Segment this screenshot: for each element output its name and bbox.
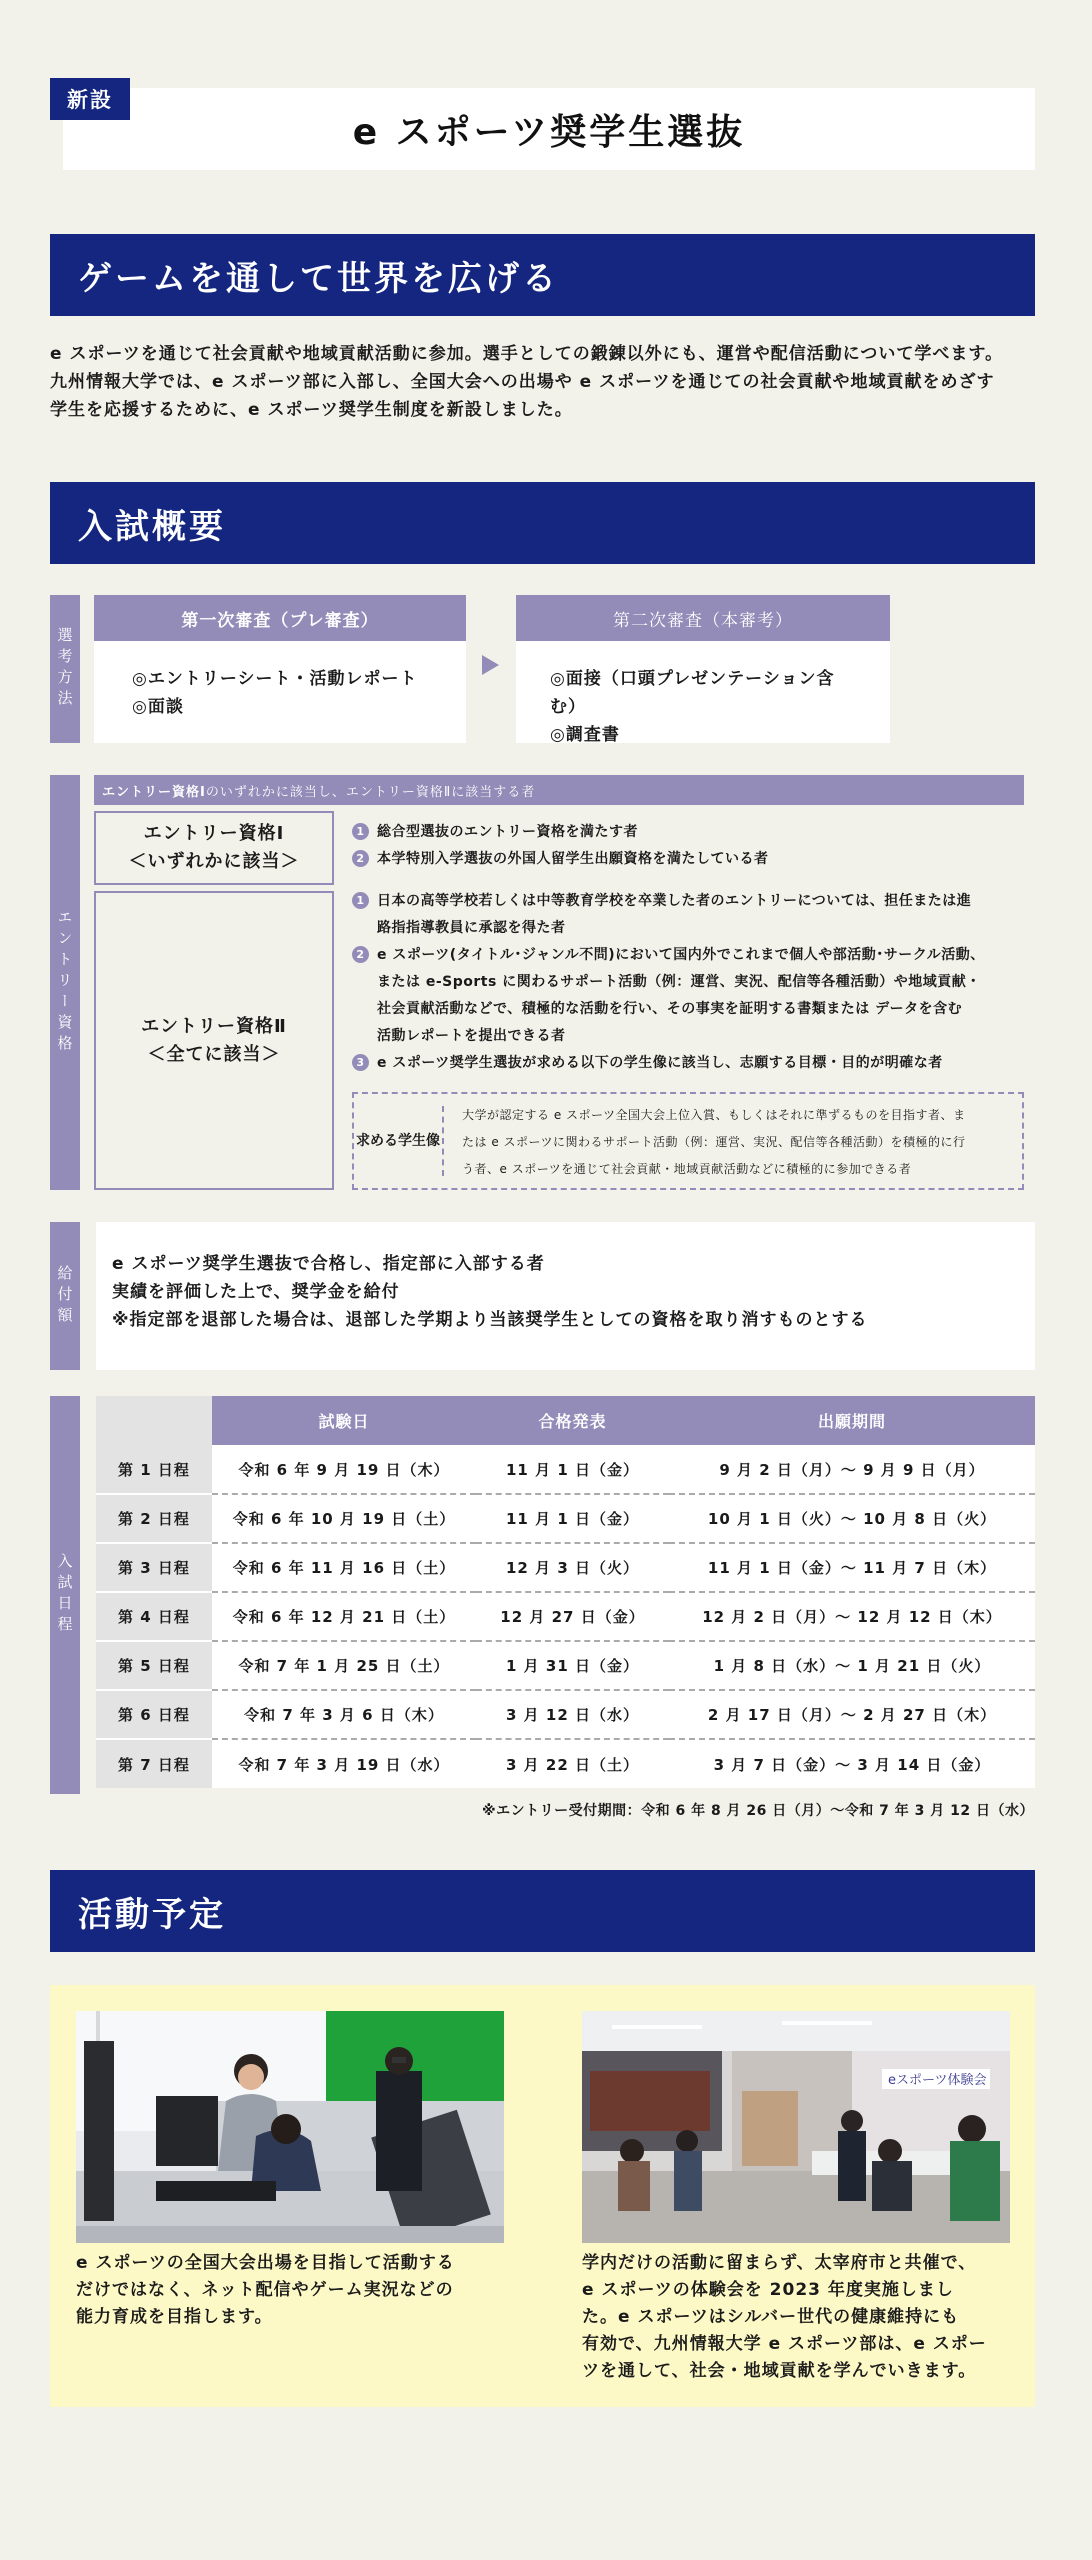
stage2-title: 第二次審査（本審考） (516, 595, 890, 641)
entry-top-note-bold: エントリー資格Ⅰ (102, 784, 206, 800)
header-blank (96, 1396, 212, 1445)
qual2-item: 2 e スポーツ(タイトル･ジャンル不問)において国内外でこれまで個人や部活動･サークル活動、 または e-Sports に関わるサポート活動（例：運営、実況、配信等各種活動）や地域貢献・ 社会貢献活動などで、積極的な活動を行い、その事実を証明する書類または データを含む 活動レポートを提出できる者 (352, 942, 1032, 1050)
number-1-icon: 1 (352, 892, 369, 909)
intro-paragraph (50, 340, 1050, 424)
qual1-item: 2 本学特別入学選抜の外国人留学生出願資格を満たしている者 (352, 846, 1032, 873)
ideal-student-text: 大学が認定する e スポーツ全国大会上位入賞、もしくはそれに準ずるものを目指す者、ま たは e スポーツに関わるサポート活動（例：運営、実況、配信等各種活動）を積極的に行 う者、e スポーツを通じて社会貢献・地域貢献活動などに積極的に参加できる者 (462, 1108, 966, 1176)
result-date: 11 月 1 日（金） (476, 1445, 669, 1494)
number-2-icon: 2 (352, 946, 369, 963)
exam-date: 令和 6 年 12 月 21 日（土） (212, 1592, 476, 1641)
stage1-title: 第一次審査（プレ審査） (94, 595, 466, 641)
schedule-table (96, 1396, 1035, 1788)
entry-top-note-rest: のいずれかに該当し、エントリー資格Ⅱに該当する者 (205, 784, 536, 800)
result-date: 3 月 12 日（水） (476, 1690, 669, 1739)
stage1-item: ◎面談 (132, 697, 184, 717)
benefit-line: e スポーツ奨学生選抜で合格し、指定部に入部する者 (112, 1254, 545, 1274)
activity-text-right: 学内だけの活動に留まらず、太宰府市と共催で、 e スポーツの体験会を 2023 年度実施しまし た。e スポーツはシルバー世代の健康維持にも 有効で、九州情報大学 e スポーツ部は、e スポー ツを通して、社会・地域貢献を学んでいきます。 (582, 2253, 987, 2381)
qual1-title: エントリー資格Ⅰ (143, 823, 285, 844)
qual2-sub: ＜全てに該当＞ (147, 1043, 281, 1065)
application-period: 1 月 8 日（水）～ 1 月 21 日（火） (669, 1641, 1035, 1690)
intro-line: 学生を応援するために、e スポーツ奨学生制度を新設しました。 (50, 400, 573, 420)
entry-label: エントリー資格 (50, 775, 80, 1190)
schedule-row (96, 1739, 1035, 1788)
stage2-body (516, 641, 890, 743)
benefit-label: 給付額 (50, 1222, 80, 1370)
exam-date: 令和 6 年 9 月 19 日（木） (212, 1445, 476, 1494)
entry-top-note (94, 775, 1024, 805)
qual1-item: 1 総合型選抜のエントリー資格を満たす者 (352, 819, 1032, 846)
qual1-list (352, 819, 1032, 873)
intro-heading: ゲームを通して世界を広げる (50, 234, 1035, 316)
header-result-date: 合格発表 (476, 1396, 669, 1445)
exam-date: 令和 7 年 1 月 25 日（土） (212, 1641, 476, 1690)
schedule-day: 第 4 日程 (96, 1592, 212, 1641)
selection-label: 選考方法 (50, 595, 80, 743)
esports-practice-photo (76, 2011, 504, 2243)
result-date: 12 月 27 日（金） (476, 1592, 669, 1641)
qual1-sub: ＜いずれかに該当＞ (128, 851, 300, 872)
qual2-title: エントリー資格Ⅱ (141, 1015, 287, 1037)
benefit-line: 実績を評価した上で、奨学金を給付 (112, 1282, 400, 1302)
stage1-card (94, 595, 466, 743)
qual1-box (94, 811, 334, 885)
schedule-row (96, 1641, 1035, 1690)
stage2-card (516, 595, 890, 743)
number-1-icon: 1 (352, 823, 369, 840)
qual2-item: 3 e スポーツ奨学生選抜が求める以下の学生像に該当し、志願する目標・目的が明確な者 (352, 1050, 1032, 1077)
schedule-row (96, 1494, 1035, 1543)
schedule-header-row (96, 1396, 1035, 1445)
schedule-day: 第 5 日程 (96, 1641, 212, 1690)
number-3-icon: 3 (352, 1054, 369, 1071)
benefit-line: ※指定部を退部した場合は、退部した学期より当該奨学生としての資格を取り消すものとする (112, 1310, 868, 1330)
application-period: 3 月 7 日（金）～ 3 月 14 日（金） (669, 1739, 1035, 1788)
qual2-item: 1 日本の高等学校若しくは中等教育学校を卒業した者のエントリーについては、担任または進 路指指導教員に承認を得た者 (352, 888, 1032, 942)
exam-date: 令和 7 年 3 月 19 日（水） (212, 1739, 476, 1788)
result-date: 1 月 31 日（金） (476, 1641, 669, 1690)
stage1-body (94, 641, 466, 743)
page-title: e スポーツ奨学生選抜 (63, 88, 1035, 170)
ideal-student-box (352, 1092, 1024, 1190)
schedule-day: 第 7 日程 (96, 1739, 212, 1788)
intro-line: e スポーツを通じて社会貢献や地域貢献活動に参加。選手としての鍛錬以外にも、運営や配信活動について学べます。 (50, 344, 1004, 364)
result-date: 11 月 1 日（金） (476, 1494, 669, 1543)
application-period: 9 月 2 日（月）～ 9 月 9 日（月） (669, 1445, 1035, 1494)
schedule-day: 第 3 日程 (96, 1543, 212, 1592)
overview-heading: 入試概要 (50, 482, 1035, 564)
entry-period-note: ※エントリー受付期間：令和 6 年 8 月 26 日（月）～令和 7 年 3 月 12 日（水） (481, 1803, 1034, 1819)
ideal-student-label: 求める 学生像 (354, 1106, 444, 1176)
schedule-row (96, 1690, 1035, 1739)
schedule-day: 第 1 日程 (96, 1445, 212, 1494)
schedule-row (96, 1445, 1035, 1494)
schedule-row (96, 1592, 1035, 1641)
result-date: 12 月 3 日（火） (476, 1543, 669, 1592)
qual2-box (94, 891, 334, 1190)
application-period: 10 月 1 日（火）～ 10 月 8 日（火） (669, 1494, 1035, 1543)
activity-text-left: e スポーツの全国大会出場を目指して活動する だけではなく、ネット配信やゲーム実況などの 能力育成を目指します。 (76, 2253, 455, 2327)
intro-line: 九州情報大学では、e スポーツ部に入部し、全国大会への出場や e スポーツを通じての社会貢献や地域貢献をめざす (50, 372, 995, 392)
header-exam-date: 試験日 (212, 1396, 476, 1445)
new-badge: 新設 (50, 78, 130, 120)
exam-date: 令和 7 年 3 月 6 日（木） (212, 1690, 476, 1739)
number-2-icon: 2 (352, 850, 369, 867)
application-period: 11 月 1 日（金）～ 11 月 7 日（木） (669, 1543, 1035, 1592)
stage2-item: ◎調査書 (550, 725, 620, 745)
application-period: 12 月 2 日（月）～ 12 月 12 日（木） (669, 1592, 1035, 1641)
application-period: 2 月 17 日（月）～ 2 月 27 日（木） (669, 1690, 1035, 1739)
exam-date: 令和 6 年 11 月 16 日（土） (212, 1543, 476, 1592)
schedule-day: 第 2 日程 (96, 1494, 212, 1543)
event-banner-text: eスポーツ体験会 (888, 2073, 987, 2088)
activities-heading: 活動予定 (50, 1870, 1035, 1952)
esports-event-photo (582, 2011, 1010, 2243)
qual2-list (352, 888, 1032, 1077)
stage2-item: ◎面接（口頭プレゼンテーション含む） (550, 669, 835, 717)
schedule-row (96, 1543, 1035, 1592)
schedule-label: 入試日程 (50, 1396, 80, 1794)
exam-date: 令和 6 年 10 月 19 日（土） (212, 1494, 476, 1543)
stage1-item: ◎エントリーシート・活動レポート (132, 669, 418, 689)
benefit-body (96, 1222, 1035, 1370)
schedule-day: 第 6 日程 (96, 1690, 212, 1739)
result-date: 3 月 22 日（土） (476, 1739, 669, 1788)
arrow-right-icon (482, 655, 499, 675)
header-application-period: 出願期間 (669, 1396, 1035, 1445)
